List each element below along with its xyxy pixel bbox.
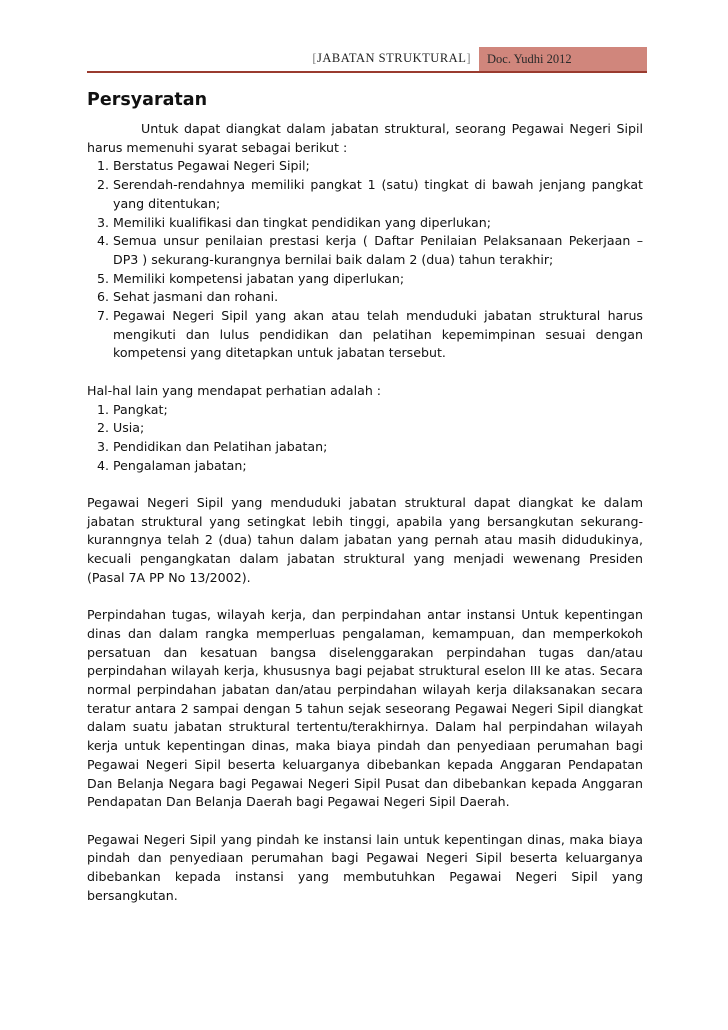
list-item: 7. Pegawai Negeri Sipil yang akan atau telah menduduki jabatan struktural harus mengikuti dan lulus pendidikan dan pelatihan kepemimpinan sesuai dengan kompetensi yang ditetapkan untuk jabatan tersebut. [113,307,643,363]
page-header [87,47,647,73]
spacer [87,812,643,831]
list-item: 2. Serendah-rendahnya memiliki pangkat 1 (satu) tingkat di bawah jenjang pangkat yang ditentukan; [113,176,643,213]
body-paragraph: Pegawai Negeri Sipil yang pindah ke instansi lain untuk kepentingan dinas, maka biaya pindah dan penyediaan perumahan bagi Pegawai Negeri Sipil beserta keluarganya dibebankan kepada instansi yang membutuhkan Pegawai Negeri Sipil yang bersangkutan. [87,831,643,903]
list-item: 1. Pangkat; [113,401,643,420]
spacer [87,363,643,382]
spacer [87,588,643,607]
attention-list [87,401,643,476]
requirements-list [87,157,643,363]
list-item: 3. Pendidikan dan Pelatihan jabatan; [113,438,643,457]
body-paragraph: Perpindahan tugas, wilayah kerja, dan perpindahan antar instansi Untuk kepentingan dinas dan dalam rangka memperluas pengalaman, kemampuan, dan memperkokoh persatuan dan kesatuan bangsa diselenggarakan perpindahan tugas dan/atau perpindahan wilayah kerja, khususnya bagi pejabat struktural eselon III ke atas. Secara normal perpindahan jabatan dan/atau perpindahan wilayah kerja dilaksanakan secara teratur antara 2 sampai dengan 5 tahun sejak seseorang Pegawai Negeri Sipil diangkat dalam suatu jabatan struktural tertentu/terakhirnya. Dalam hal perpindahan wilayah kerja untuk kepentingan dinas, maka biaya pindah dan penyediaan perumahan bagi Pegawai Negeri Sipil beserta keluarganya dibebankan kepada Anggaran Pendapatan Dan Belanja Negara bagi Pegawai Negeri Sipil Pusat dan dibebankan kepada Anggaran Pendapatan Dan Belanja Daerah bagi Pegawai Negeri Sipil Daerah. [87,607,643,810]
list-item: 6. Sehat jasmani dan rohani. [113,288,643,307]
list-item: 4. Semua unsur penilaian prestasi kerja ( Daftar Penilaian Pelaksanaan Pekerjaan – DP3 ) sekurang-kurangnya bernilai baik dalam 2 (dua) tahun terakhir; [113,232,643,269]
list-item: 4. Pengalaman jabatan; [113,457,643,476]
header-doc-label: Doc. Yudhi 2012 [479,47,647,71]
intro-paragraph: Untuk dapat diangkat dalam jabatan struktural, seorang Pegawai Negeri Sipil harus memenuhi syarat sebagai berikut : [87,121,643,155]
attention-intro: Hal-hal lain yang mendapat perhatian adalah : [87,382,382,398]
header-title-text: JABATAN STRUKTURAL [317,51,467,65]
header-title: [JABATAN STRUKTURAL] [312,51,471,65]
list-item: 5. Memiliki kompetensi jabatan yang diperlukan; [113,270,643,289]
document-body [87,89,643,905]
list-item: 1. Berstatus Pegawai Negeri Sipil; [113,157,643,176]
list-item: 2. Usia; [113,419,643,438]
section-heading: Persyaratan [87,90,208,110]
list-item: 3. Memiliki kualifikasi dan tingkat pendidikan yang diperlukan; [113,214,643,233]
spacer [87,475,643,494]
body-paragraph: Pegawai Negeri Sipil yang menduduki jabatan struktural dapat diangkat ke dalam jabatan struktural yang setingkat lebih tinggi, apabila yang bersangkutan sekurang-kuranngnya telah 2 (dua) tahun dalam jabatan yang pernah atau masih didudukinya, kecuali pengangkatan dalam jabatan struktural yang menjadi wewenang Presiden (Pasal 7A PP No 13/2002). [87,495,643,585]
